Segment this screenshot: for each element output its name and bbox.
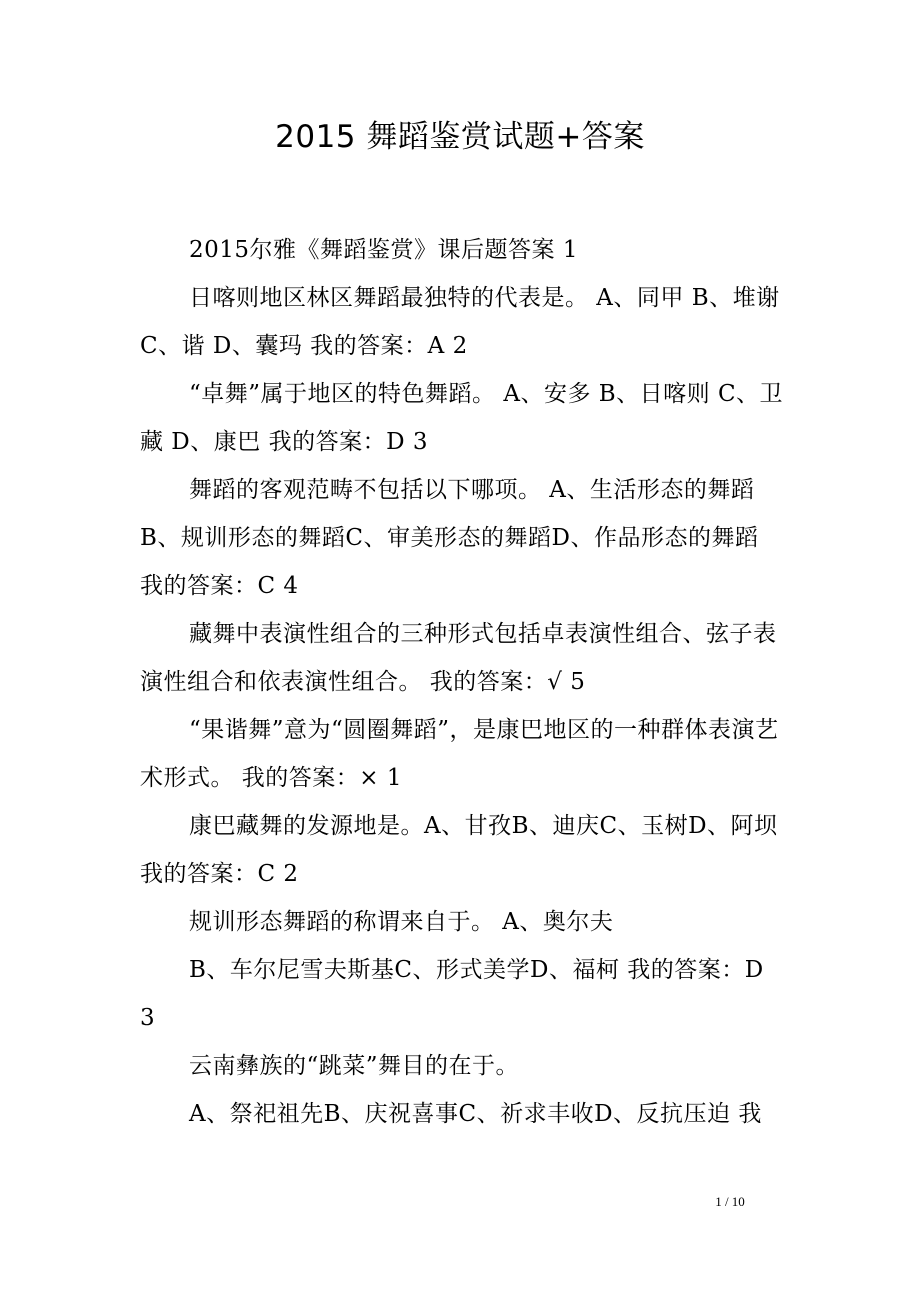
- page-number: 1 / 10: [715, 1194, 745, 1209]
- document-title: 2015 舞蹈鉴赏试题+答案: [275, 119, 645, 155]
- question-8: 云南彝族的“跳菜”舞目的在于。: [189, 1053, 520, 1079]
- document-body: [140, 226, 785, 1138]
- question-8-options: A、祭祀祖先B、庆祝喜事C、祈求丰收D、反抗压迫 我: [189, 1101, 762, 1127]
- paragraph-heading: 2015尔雅《舞蹈鉴赏》课后题答案 1: [189, 237, 578, 263]
- question-5: “果谐舞”意为“圆圈舞蹈”，是康巴地区的一种群体表演艺术形式。 我的答案：× 1: [140, 717, 779, 791]
- question-7-options: B、车尔尼雪夫斯基C、形式美学D、福柯 我的答案：D 3: [140, 957, 764, 1031]
- question-7: 规训形态舞蹈的称谓来自于。 A、奥尔夫: [189, 909, 614, 935]
- question-3: 舞蹈的客观范畴不包括以下哪项。 A、生活形态的舞蹈 B、规训形态的舞蹈C、审美形态的舞蹈D、作品形态的舞蹈 我的答案：C 4: [140, 477, 759, 599]
- question-2: “卓舞”属于地区的特色舞蹈。 A、安多 B、日喀则 C、卫藏 D、康巴 我的答案：D 3: [140, 381, 784, 455]
- question-1: 日喀则地区林区舞蹈最独特的代表是。 A、同甲 B、堆谢 C、谐 D、囊玛 我的答案：A 2: [140, 285, 780, 359]
- question-6: 康巴藏舞的发源地是。A、甘孜B、迪庆C、玉树D、阿坝 我的答案：C 2: [140, 813, 778, 887]
- question-4: 藏舞中表演性组合的三种形式包括卓表演性组合、弦子表演性组合和依表演性组合。 我的答案：√ 5: [140, 621, 777, 695]
